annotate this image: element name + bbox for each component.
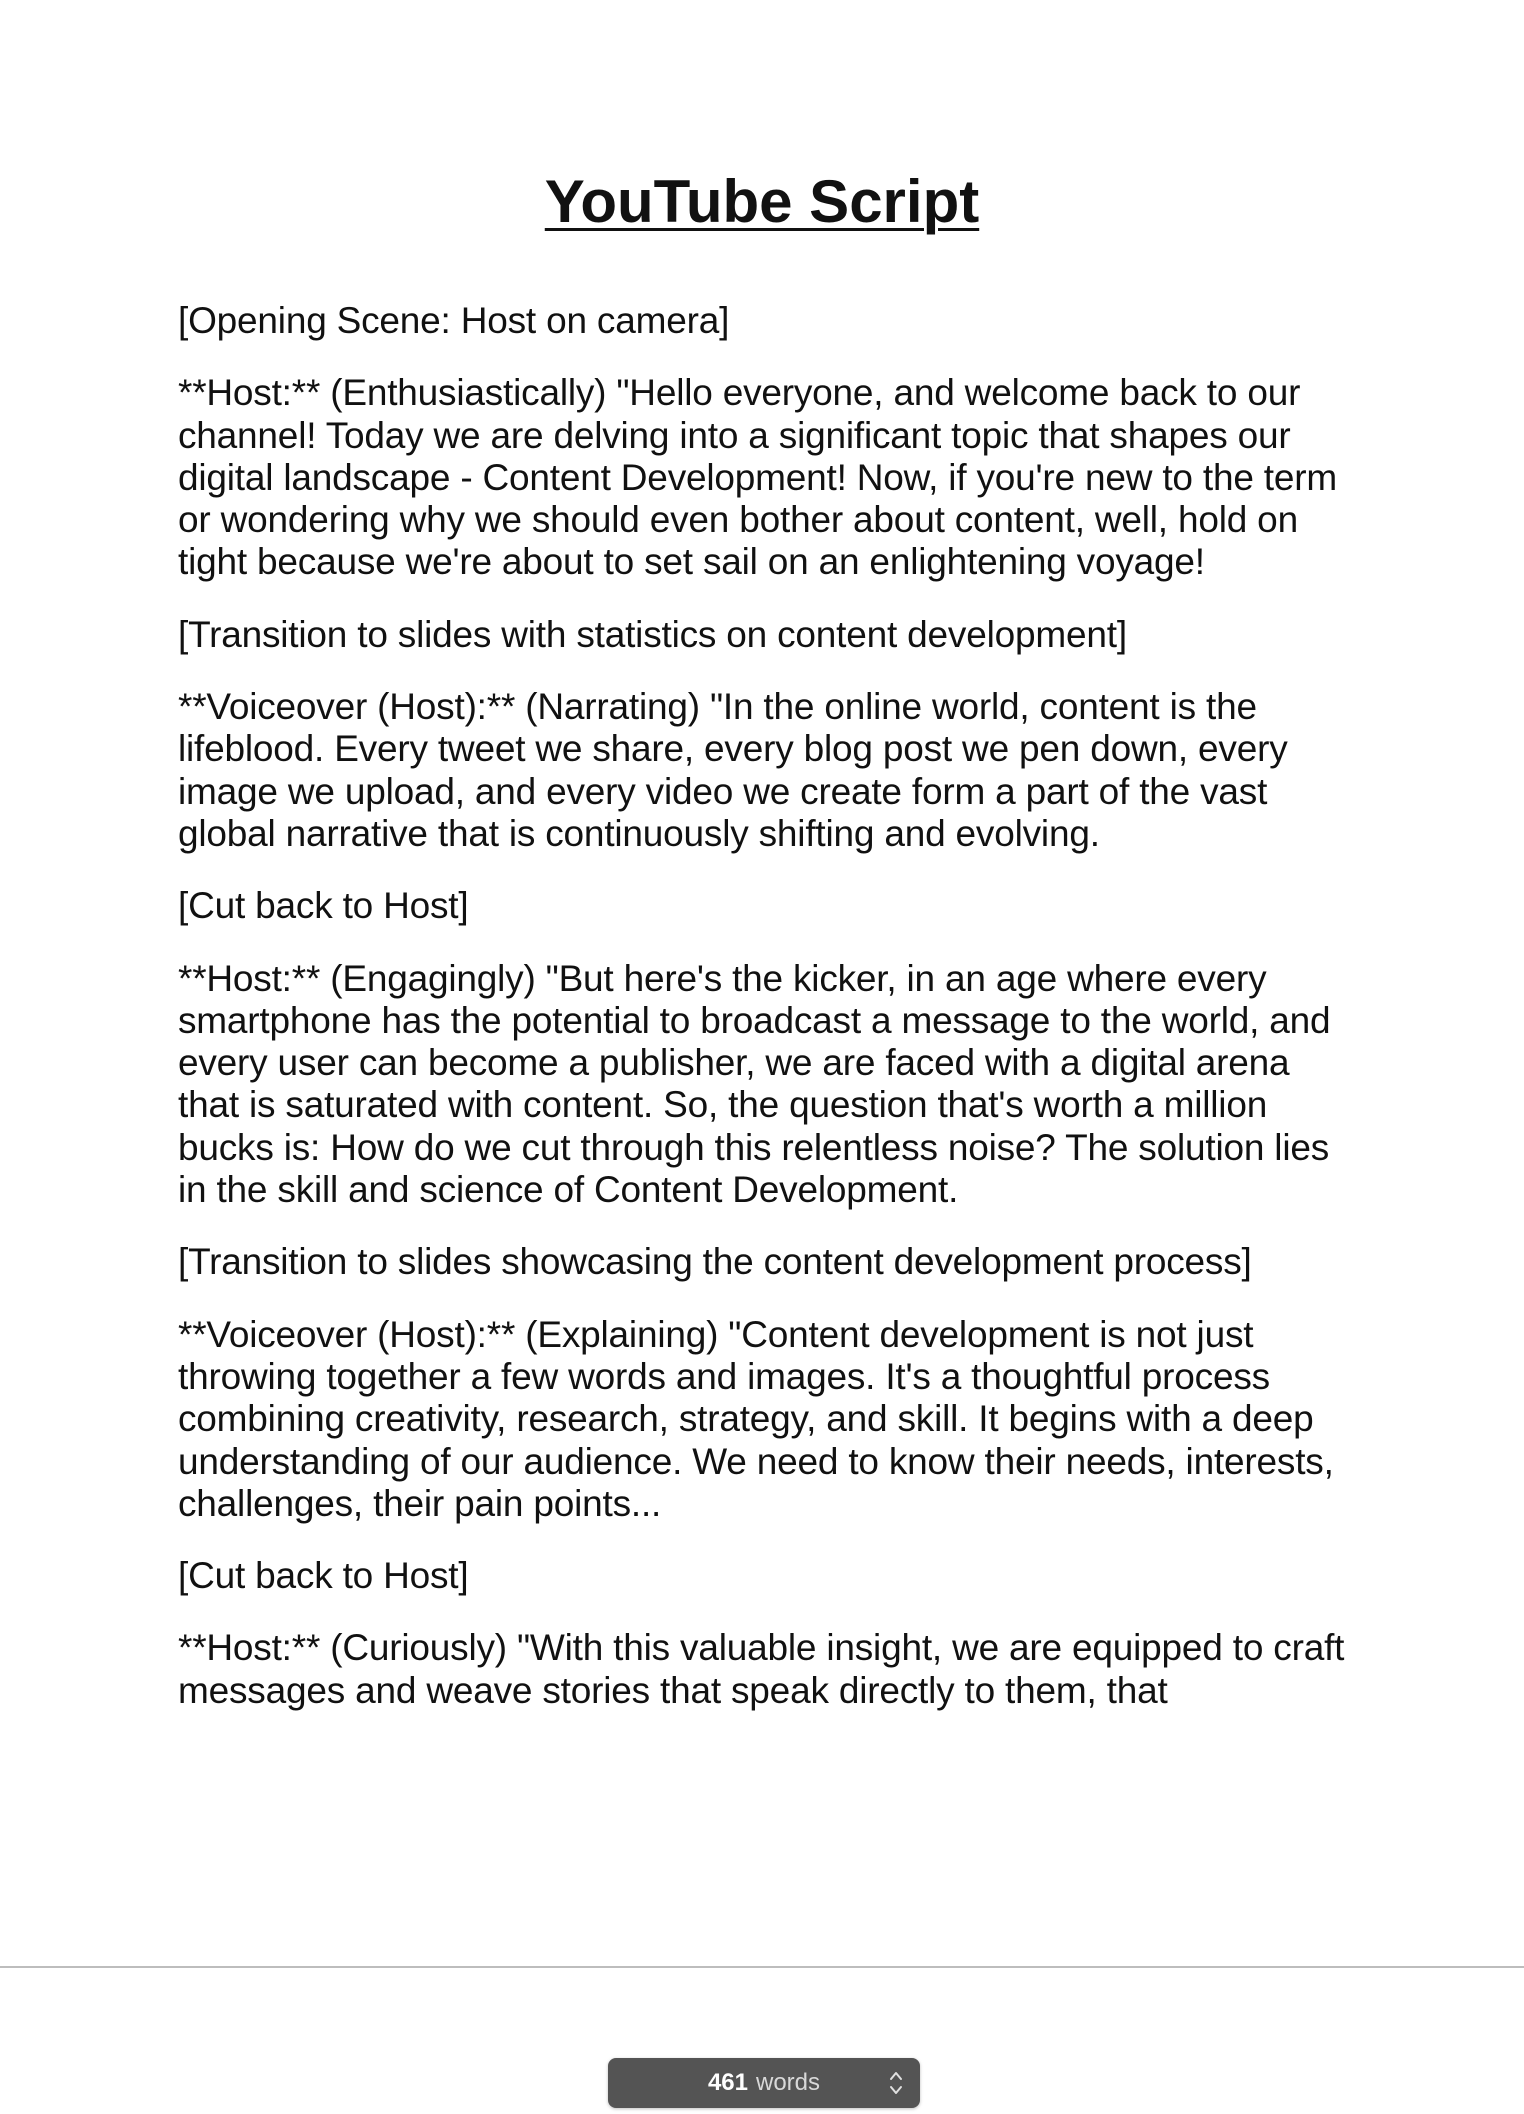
paragraph[interactable]: **Host:** (Curiously) "With this valuable insight, we are equipped to craft messages and weave stories that speak directly to them, that [178,1627,1345,1711]
paragraph[interactable]: [Transition to slides with statistics on content development] [178,613,1127,655]
paragraph[interactable]: **Voiceover (Host):** (Narrating) "In the online world, content is the lifeblood. Every tweet we share, every blog post we pen down, every image we upload, and every video we create form a part of the vast global narrative that is continuously shifting and evolving. [178,686,1288,854]
paragraph[interactable]: [Cut back to Host] [178,885,469,927]
paragraph[interactable]: [Cut back to Host] [178,1555,469,1597]
document-body[interactable] [178,300,1358,1742]
paragraph[interactable]: [Transition to slides showcasing the content development process] [178,1241,1252,1283]
document-title[interactable]: YouTube Script [544,168,980,235]
paragraph[interactable]: **Voiceover (Host):** (Explaining) "Content development is not just throwing together a few words and images. It's a thoughtful process combining creativity, research, strategy, and skill. It begins with a deep understanding of our audience. We need to know their needs, interests, challenges, their pain points... [178,1313,1334,1524]
word-count-label: words [756,2069,821,2096]
word-count-value: 461 [707,2069,748,2096]
paragraph[interactable]: **Host:** (Engagingly) "But here's the kicker, in an age where every smartphone has the potential to broadcast a message to the world, and every user can become a publisher, we are faced with a digital arena that is saturated with content. So, the question that's worth a million bucks is: How do we cut through this relentless noise? The solution lies in the skill and science of Content Development. [178,957,1331,1211]
chevron-up-down-icon [888,2068,904,2098]
paragraph[interactable]: [Opening Scene: Host on camera] [178,300,730,341]
paragraph[interactable]: **Host:** (Enthusiastically) "Hello everyone, and welcome back to our channel! Today we are delving into a significant topic that shapes our digital landscape - Content Development! Now, if you're new to the term or wondering why we should even bother about content, well, hold on tight because we're about to set sail on an enlightening voyage! [178,372,1337,583]
word-count-popup-button[interactable] [608,2058,920,2108]
